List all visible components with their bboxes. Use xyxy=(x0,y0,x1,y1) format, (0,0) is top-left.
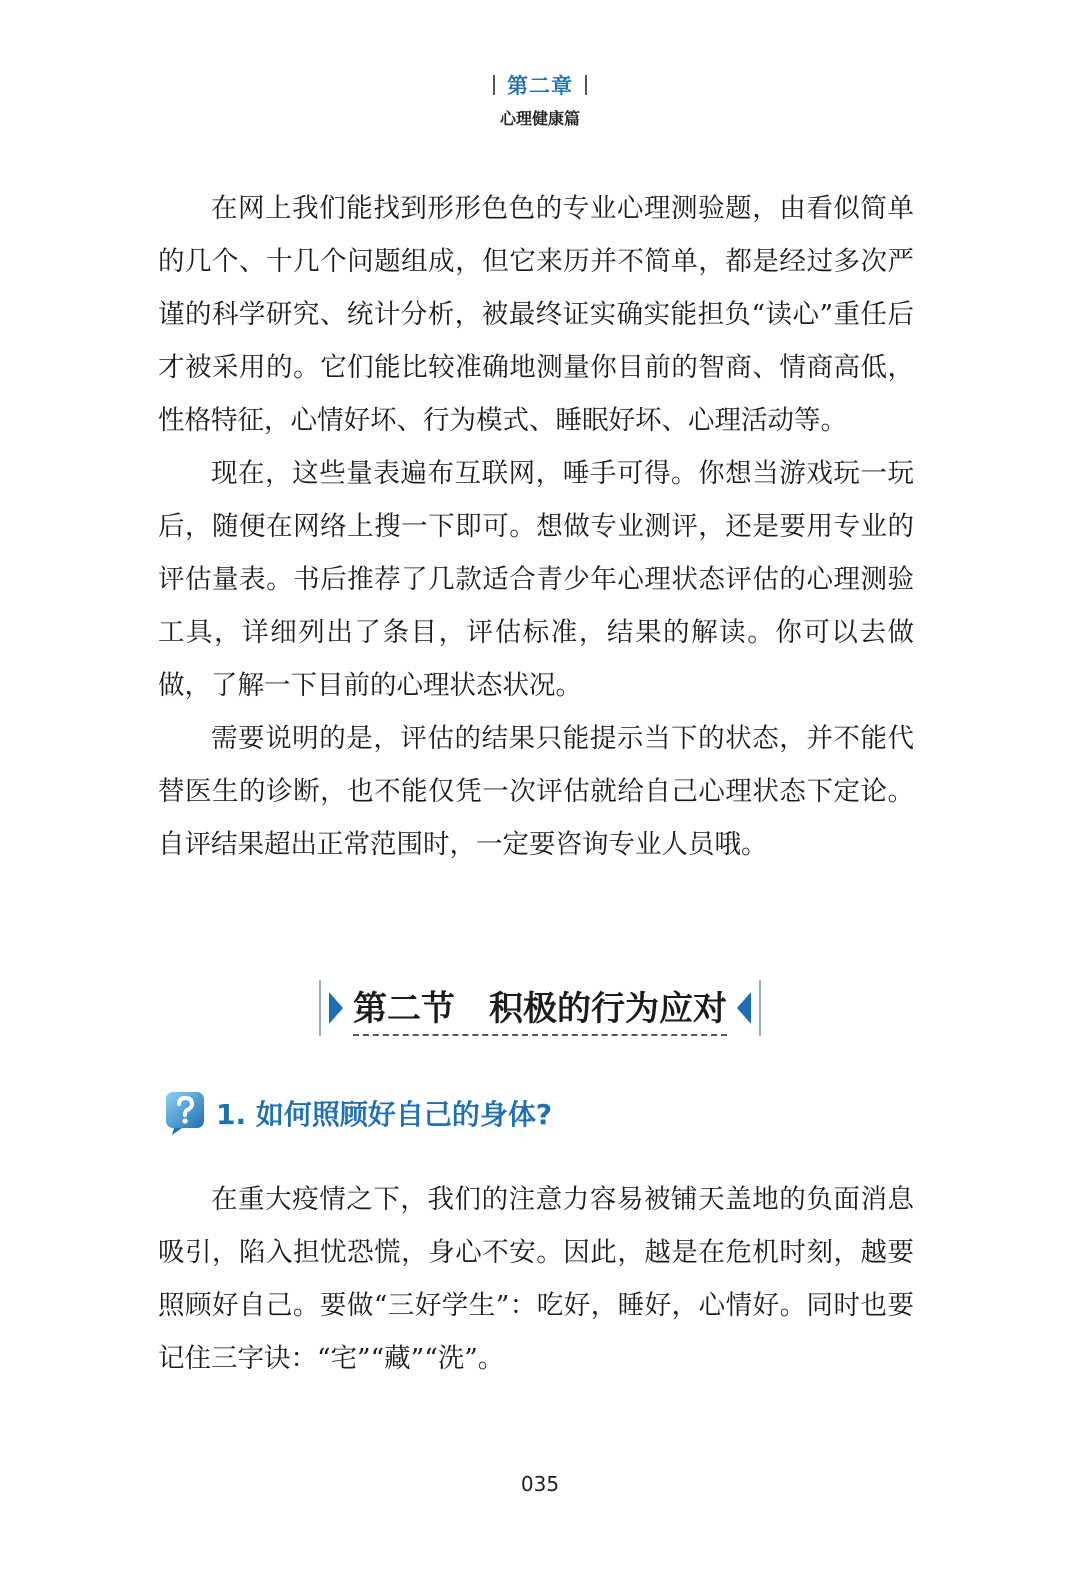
body-text-block-2 xyxy=(158,1173,914,1385)
chapter-subtitle: 心理健康篇 xyxy=(499,109,580,128)
section-heading-box xyxy=(319,980,761,1036)
question-title: 1. 如何照顾好自己的身体? xyxy=(216,1098,553,1131)
chapter-line xyxy=(0,68,1080,102)
paragraph: 在网上我们能找到形形色色的专业心理测验题，由看似简单的几个、十几个问题组成，但它来历并不简单，都是经过多次严谨的科学研究、统计分析，被最终证实确实能担负“读心”重任后才被采用的。它们能比较准确地测量你目前的智商、情商高低，性格特征，心情好坏、行为模式、睡眠好坏、心理活动等。 xyxy=(158,193,914,436)
left-triangle-icon xyxy=(737,992,751,1024)
paragraph: 在重大疫情之下，我们的注意力容易被铺天盖地的负面消息吸引，陷入担忧恐慌，身心不安。因此，越是在危机时刻，越要照顾好自己。要做“三好学生”：吃好，睡好，心情好。同时也要记住三字诀：“宅”“藏”“洗”。 xyxy=(158,1184,914,1374)
question-mark-icon xyxy=(164,1090,208,1136)
right-divider xyxy=(585,75,587,95)
chapter-label: 第二章 xyxy=(507,74,573,98)
paragraph: 现在，这些量表遍布互联网，唾手可得。你想当游戏玩一玩后，随便在网络上搜一下即可。想做专业测评，还是要用专业的评估量表。书后推荐了几款适合青少年心理状态评估的心理测验工具，详细列出了条目，评估标准，结果的解读。你可以去做做，了解一下目前的心理状态状况。 xyxy=(158,458,914,701)
left-divider xyxy=(493,75,495,95)
right-triangle-icon xyxy=(329,992,343,1024)
page-header xyxy=(0,68,1080,129)
page-number: 035 xyxy=(520,1472,560,1496)
question-heading xyxy=(164,1090,552,1136)
paragraph: 需要说明的是，评估的结果只能提示当下的状态，并不能代替医生的诊断，也不能仅凭一次评估就给自己心理状态下定论。自评结果超出正常范围时，一定要咨询专业人员哦。 xyxy=(158,723,914,860)
body-text-block-1 xyxy=(158,182,914,871)
section-heading xyxy=(0,980,1080,1036)
section-title: 第二节 积极的行为应对 xyxy=(353,981,727,1036)
